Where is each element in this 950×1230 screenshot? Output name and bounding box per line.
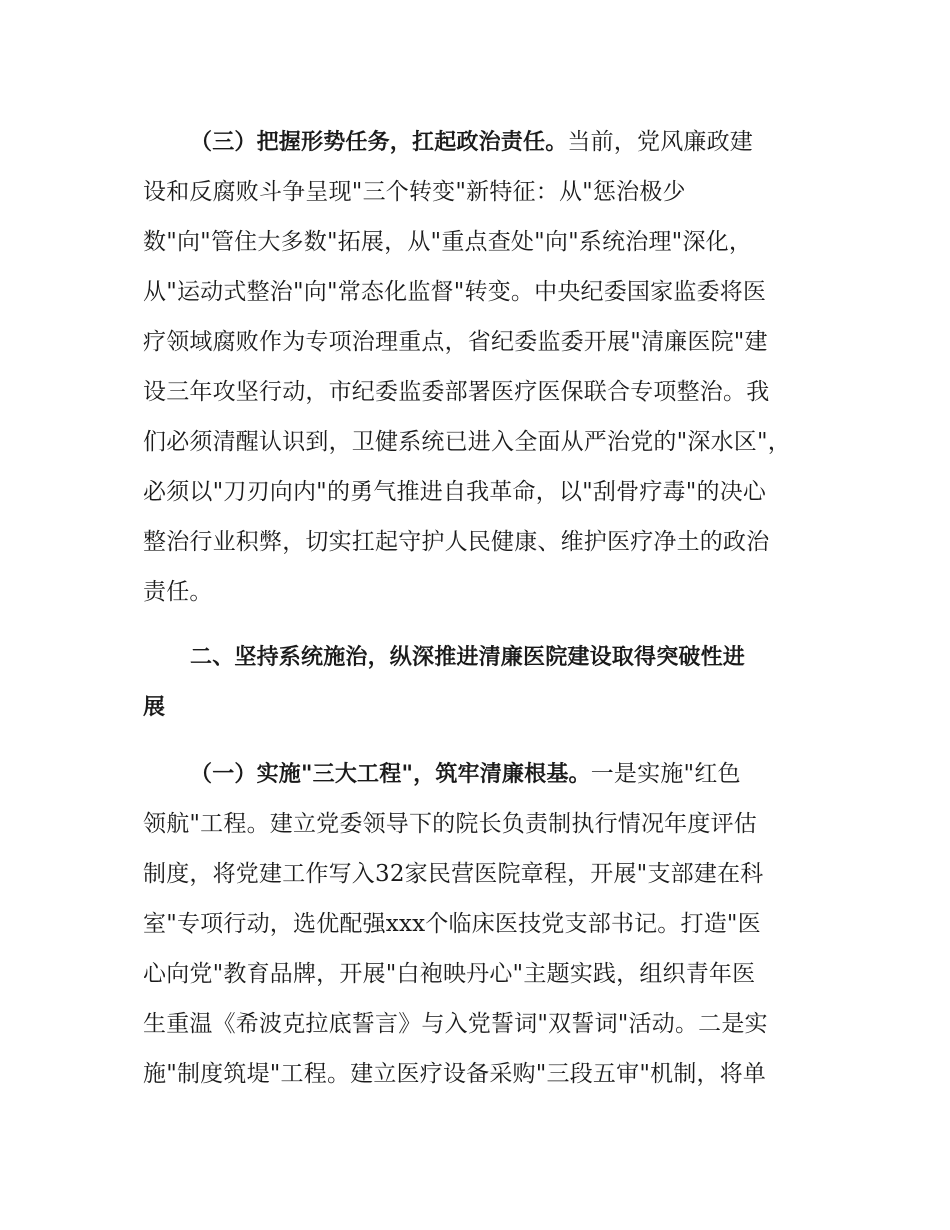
paragraph-3-line-6: 设三年攻坚行动，市纪委监委部署医疗医保联合专项整治。我 <box>143 379 770 405</box>
paragraph-3-line-7: 们必须清醒认识到，卫健系统已进入全面从严治党的"深水区"， <box>143 429 791 455</box>
paragraph-3-line-8: 必须以"刀刃向内"的勇气推进自我革命，以"刮骨疗毒"的决心 <box>143 479 767 505</box>
paragraph-3-line-10: 责任。 <box>143 579 213 605</box>
paragraph-3-line-4: 从"运动式整治"向"常态化监督"转变。中央纪委国家监委将医 <box>143 279 767 305</box>
paragraph-4-line-7: 施"制度筑堤"工程。建立医疗设备采购"三段五审"机制，将单 <box>143 1061 767 1087</box>
paragraph-3-line-1 <box>0 127 950 158</box>
paragraph-3-heading: （三）把握形势任务，扛起政治责任。 <box>190 130 568 155</box>
paragraph-3-line-9: 整治行业积弊，切实扛起守护人民健康、维护医疗净土的政治 <box>143 529 770 555</box>
paragraph-4-line-4: 室"专项行动，选优配强xxx个临床医技党支部书记。打造"医 <box>143 911 761 937</box>
paragraph-4-line-3: 制度，将党建工作写入32家民营医院章程，开展"支部建在科 <box>143 861 764 887</box>
paragraph-4-line-5: 心向党"教育品牌，开展"白袍映丹心"主题实践，组织青年医 <box>143 961 756 987</box>
paragraph-3-line-2: 设和反腐败斗争呈现"三个转变"新特征：从"惩治极少 <box>143 179 686 205</box>
paragraph-3-line-5: 疗领域腐败作为专项治理重点，省纪委监委开展"清廉医院"建 <box>143 329 768 355</box>
paragraph-4-text: 一是实施"红色 <box>590 761 741 787</box>
paragraph-4-heading: （一）实施"三大工程"，筑牢清廉根基。 <box>190 762 591 787</box>
section-2-heading-line-2: 展 <box>143 695 166 720</box>
paragraph-3-line-3: 数"向"管住大多数"拓展，从"重点查处"向"系统治理"深化， <box>143 229 753 255</box>
paragraph-3-text: 当前，党风廉政建 <box>567 129 754 155</box>
paragraph-4-line-6: 生重温《希波克拉底誓言》与入党誓词"双誓词"活动。二是实 <box>143 1011 768 1037</box>
paragraph-4-line-1 <box>0 759 950 790</box>
section-2-heading-line-1: 二、坚持系统施治，纵深推进清廉医院建设取得突破性进 <box>190 645 746 670</box>
paragraph-4-line-2: 领航"工程。建立党委领导下的院长负责制执行情况年度评估 <box>143 811 757 837</box>
